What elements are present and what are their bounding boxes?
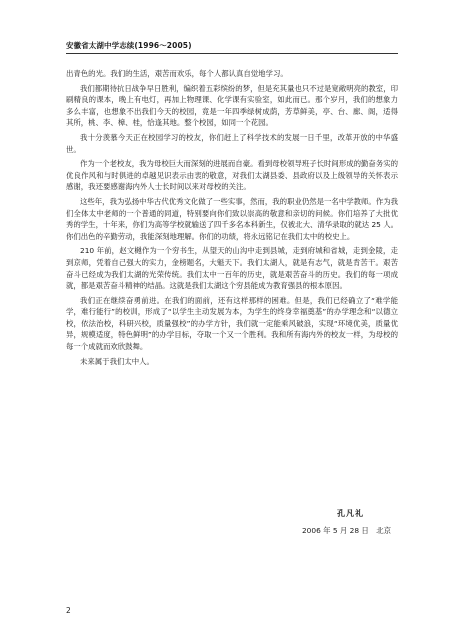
paragraph: 我们都期待抗日战争早日胜利，编织着五彩缤纷的梦，但是充其量也只不过是宽敞明亮的教室，印刷精良的课本，晚上有电灯，再加上物理课、化学课有实验室，如此而已。那个岁月，我们的想象力多么丰富，也想象不出我们今天的校园，竟是一年四季绿树成荫，芳草鲜美，亭、台、廊、阁，适得其所，桃、李、樟、桂，恰逢其地。整个校园，如同一个花园。 — [66, 83, 398, 128]
body-text — [66, 68, 398, 370]
paragraph: 我十分羡慕今天正在校园学习的校友，你们赶上了科学技术的发展一日千里，改革开放的中华盛世。 — [66, 132, 398, 154]
paragraph: 未来属于我们太中人。 — [80, 356, 154, 366]
author-signature: 孔凡礼 — [337, 509, 364, 518]
header-rule — [66, 53, 398, 54]
page-number: 2 — [66, 606, 71, 615]
paragraph: 出青色的光。我们的生活，艰苦而欢乐，每个人都认真自觉地学习。 — [66, 69, 288, 78]
paragraph: 我们正在继续奋勇前进。在我们的面前，还有这样那样的困难。但是，我们已经确立了“难学能学，难行能行”的校训，形成了“以学生主动发展为本，为学生的终身幸福奠基”的办学理念和“以德立校，依法治校，科研兴校，质量强校”的办学方针，我们就一定能乘风破浪，实现“环境优美，质量优异，规模适度，特色鲜明”的办学目标，夺取一个又一个胜利。我和所有海内外的校友一样，为母校的每一个成就而欢欣鼓舞。 — [66, 295, 398, 352]
paragraph: 210 年前，赵文樾作为一个穷书生，从望天的山沟中走到县城，走到府城和省城，走到金陵，走到京师，凭着自己强大的实力，金榜题名，大魁天下。我们太湖人，就是有志气，就是肯苦干。艰苦奋斗已经成为我们太湖的光荣传统。我们太中一百年的历史，就是艰苦奋斗的历史。我们的每一项成就，都是艰苦奋斗精神的结晶。这就是我们太湖这个穷县能成为教育强县的根本原因。 — [66, 246, 398, 291]
paragraph: 作为一个老校友，我为母校巨大而深刻的进展而自豪。看到母校领导班子长时间形成的勤奋务实的优良作风和与时俱进的卓越见识表示由衷的敬意，对我们太湖县委、县政府以及上级领导的关怀表示感谢，我还要感谢海内外人士长时间以来对母校的关注。 — [66, 159, 398, 192]
signature-date: 2006 年 5 月 28 日 北京 — [301, 526, 391, 535]
paragraph: 这些年，我为弘扬中华古代优秀文化做了一些实事，然而，我的职业仍然是一名中学教师。作为我们全体太中老师的一个普通的同道，特别要向你们致以崇高的敬意和亲切的问候。你们培养了大批优秀的学生，十年来，你们为高等学校就输送了四千多名本科新生，仅被北大、清华录取的就达 25 人。你们出色的辛勤劳动，我能深刻地理解。你们的功绩，将永远铭记在我们太中的校史上。 — [66, 196, 398, 241]
running-header: 安徽省太湖中学志续(1996～2005) — [66, 41, 192, 50]
